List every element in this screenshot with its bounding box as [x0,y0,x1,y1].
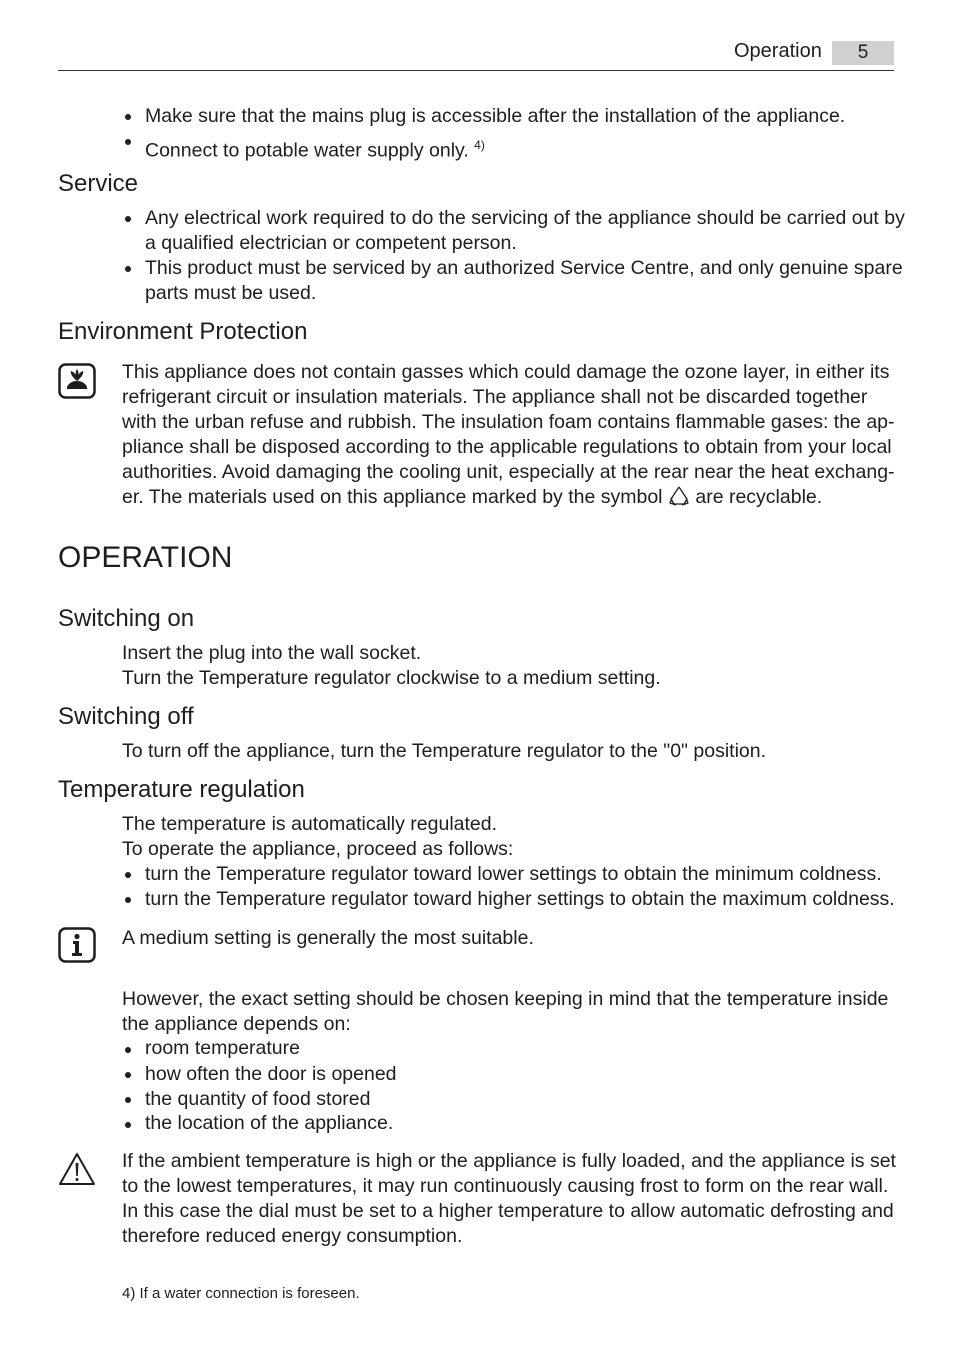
switching-off-line-1: To turn off the appliance, turn the Temperature regulator to the "0" position. [122,740,767,762]
environment-line-2: refrigerant circuit or insulation materials. The appliance shall not be discarded together [122,386,868,408]
environment-line-6-start: er. The materials used on this appliance marked by the symbol [122,486,663,508]
environment-icon [58,363,96,404]
operation-heading: OPERATION [58,541,233,574]
service-bullet-1-line-1: Any electrical work required to do the servicing of the appliance should be carried out by [145,207,905,229]
page-number: 5 [832,41,894,65]
bullet-dot [125,216,131,222]
bullet-dot [125,266,131,272]
bullet-dot [125,872,131,878]
warning-line-1: If the ambient temperature is high or the appliance is fully loaded, and the appliance is set [122,1150,896,1172]
temperature-bullet-2: turn the Temperature regulator toward higher settings to obtain the maximum coldness. [145,888,895,910]
bullet-dot [125,1122,131,1128]
switching-on-heading: Switching on [58,605,195,632]
switching-on-line-1: Insert the plug into the wall socket. [122,642,422,664]
service-bullet-2-line-2: parts must be used. [145,282,317,304]
environment-line-6-end: are recyclable. [695,486,823,508]
switching-off-heading: Switching off [58,703,194,730]
bullet-dot [125,1047,131,1053]
environment-line-5: authorities. Avoid damaging the cooling unit, especially at the rear near the heat exchang- [122,461,895,483]
factor-item: the quantity of food stored [145,1088,371,1110]
intro-bullet-2-text: Connect to potable water supply only. [145,139,469,162]
bullet-dot [125,1097,131,1103]
environment-line-4: pliance shall be disposed according to the applicable regulations to obtain from your local [122,436,892,458]
environment-line-3: with the urban refuse and rubbish. The insulation foam contains flammable gases: the ap- [122,411,895,433]
recycle-icon [668,485,690,514]
bullet-dot [125,139,131,145]
environment-line-1: This appliance does not contain gasses which could damage the ozone layer, in either its [122,361,890,383]
factor-item: room temperature [145,1037,300,1059]
info-icon [58,927,96,968]
bullet-dot [125,1072,131,1078]
footnote-ref: 4) [474,138,485,152]
temperature-line-2: To operate the appliance, proceed as follows: [122,838,514,860]
service-bullet-2-line-1: This product must be serviced by an authorized Service Centre, and only genuine spare [145,257,903,279]
temperature-line-1: The temperature is automatically regulated. [122,813,498,835]
however-line-2: the appliance depends on: [122,1013,351,1035]
footnote: 4) If a water connection is foreseen. [122,1285,360,1302]
header-title: Operation [734,40,822,62]
warning-line-3: In this case the dial must be set to a higher temperature to allow automatic defrosting and [122,1200,894,1222]
service-bullet-1-line-2: a qualified electrician or competent person. [145,232,517,254]
intro-bullet-1: Make sure that the mains plug is accessible after the installation of the appliance. [145,105,846,127]
switching-on-line-2: Turn the Temperature regulator clockwise to a medium setting. [122,667,661,689]
bullet-dot [125,114,131,120]
service-heading: Service [58,170,139,197]
factor-item: the location of the appliance. [145,1112,394,1134]
environment-line-6 [122,485,822,514]
intro-bullet-2 [145,133,485,164]
factor-item: how often the door is opened [145,1063,397,1085]
environment-heading: Environment Protection [58,318,308,345]
temperature-heading: Temperature regulation [58,776,305,803]
warning-icon [57,1151,97,1192]
temperature-bullet-1: turn the Temperature regulator toward lower settings to obtain the minimum coldness. [145,863,882,885]
header-rule [58,70,894,71]
info-text: A medium setting is generally the most suitable. [122,927,534,949]
warning-line-4: therefore reduced energy consumption. [122,1225,463,1247]
bullet-dot [125,897,131,903]
however-line-1: However, the exact setting should be chosen keeping in mind that the temperature inside [122,988,889,1010]
warning-line-2: to the lowest temperatures, it may run continuously causing frost to form on the rear wall. [122,1175,889,1197]
